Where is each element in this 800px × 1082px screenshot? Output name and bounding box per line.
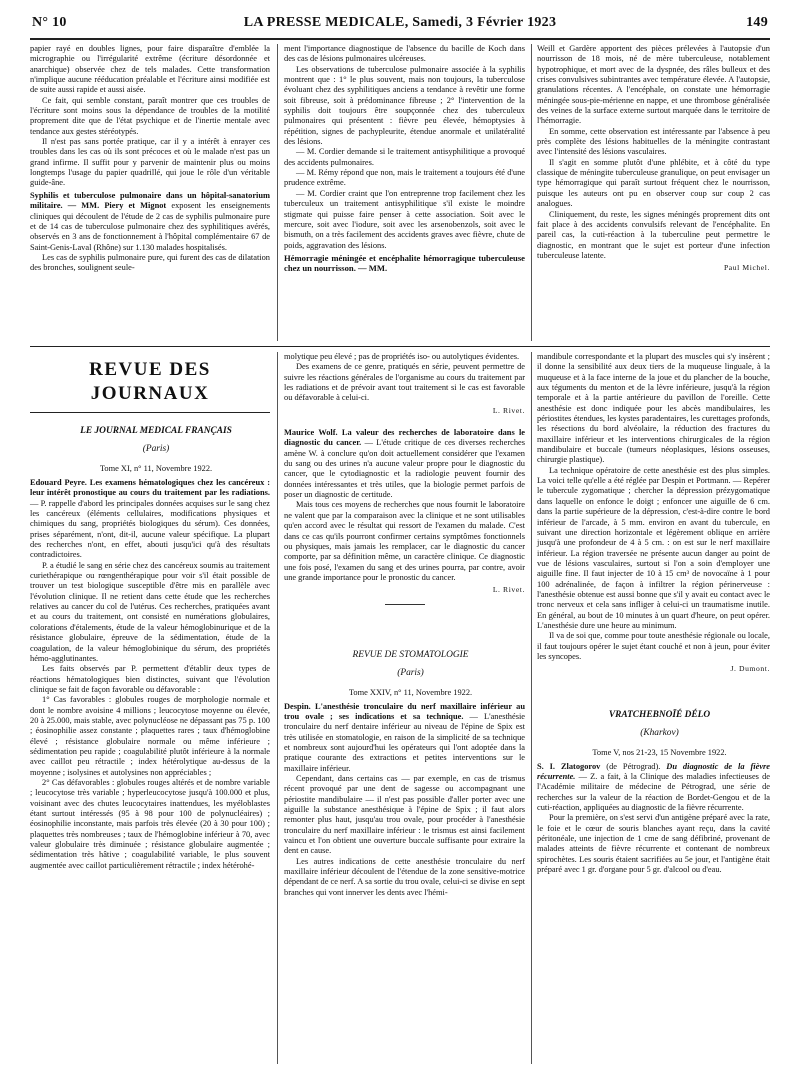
article-heading: Syphilis et tuberculose pulmonaire dans un hôpital-sanatorium militaire. — MM. Piery et Mignot (30, 190, 270, 211)
paragraph: ment l'importance diagnostique de l'absence du bacille de Koch dans des cas de lésions pulmonaires ulcéreuses. (284, 44, 525, 64)
paragraph: Cependant, dans certains cas — par exemple, en cas de trismus récent provoqué par une dent de sagesse ou accompagnant une périostite mandibulaire — il n'est pas possible d'aller porter avec une aiguille la substance anesthésique à l'épine de Spix ; il faut alors remonter plus haut, jusqu'au trou ovale, pour procéder à l'anesthésie tronculaire du nerf maxillaire inférieur : le trismus est ainsi facilement vaincu et l'on obtient une ouverture buccale suffisante pour extraire la dent en cause. (284, 773, 525, 856)
bottom-column-2 (284, 352, 525, 898)
paragraph (284, 428, 525, 500)
paragraph: Les faits observés par P. permettent d'établir deux types de réactions hématologiques bien distinctes, suivant que l'évolution clinique se fait de façon favorable ou défavorable : (30, 664, 270, 694)
author-signature: Paul Michel. (723, 263, 770, 273)
author-signature: J. Dumont. (730, 664, 770, 674)
paragraph: Les autres indications de cette anesthésie tronculaire du nerf maxillaire inférieur découlent de l'étendue de la zone sensitive-motrice dépendant de ce nerf. A sa sortie du trou ovale, celui-ci se divise en sept branches qui vont innerver les dents avec l'hémi- (284, 856, 525, 897)
paragraph-text: — P. rappelle d'abord les principales données acquises sur le sang chez les cancéreux (éléments cellulaires, modifications physiques et chimiques du sang, propriétés biologiques du sérum). Ces données, prises séparément, n'ont, dit-il, aucune valeur spécifique. La plupart des recherches n'ont, en effet, abouti jusqu'ici qu'à des résultats contradictoires. (30, 498, 270, 560)
paragraph: Des examens de ce genre, pratiqués en série, peuvent permettre de suivre les réactions générales de l'organisme au cours du traitement par les radiations et de prévoir avant tout traitement si le cas est favorable ou défavorable à celui-ci. (284, 362, 525, 403)
paragraph: molytique peu élevé ; pas de propriétés iso- ou autolytiques évidentes. (284, 352, 520, 361)
journal-issue: Tome V, nos 21-23, 15 Novembre 1922. (592, 747, 727, 757)
paragraph: — M. Cordier craint que l'on entreprenne trop facilement chez les tuberculeux un traitement antisyphilitique s'il existe le moindre stigmate qui puisse faire penser à cette association. Soit avec le mercure, soit avec l'iodure, soit avec les arsenobenzols, soit avec le bismuth, on a très facilement des accidents graves avec fièvre, chute de poids, aggravation des lésions. (284, 188, 525, 250)
article-heading-city: (de Pétrograd). (606, 761, 661, 771)
header-rule (30, 38, 770, 40)
paragraph (537, 762, 770, 814)
paragraph-text: exposent les enseignements cliniques qui découlent de l'étude de 2 cas de syphilis pulmonaire pure et de 14 cas de tuberculose pulmonaire chez des syphilitiques avérés, observés en 3 ans de fonctionnement à l'hôpital complémentaire 67 de Saint-Genis-Laval (Rhône) sur 1.130 malades hospitalisés. (30, 201, 271, 252)
journal-issue: Tome XXIV, n° 11, Novembre 1922. (348, 687, 473, 697)
author-signature: L. Rivet. (492, 585, 525, 595)
paragraph-text: — Z. a fait, à la Clinique des maladies infectieuses de l'Académie militaire de médecine de Pétrograd, une série de recherches sur la valeur de la réaction de Bordet-Gengou et de la cuti-réaction, appliquées au diagnostic de la fièvre récurrente. (537, 772, 771, 813)
paragraph: Les cas de syphilis pulmonaire pure, qui furent des cas de dilatation des bronches, soulignent seule- (30, 252, 270, 273)
page-number: 149 (746, 15, 768, 30)
paragraph: Mais tous ces moyens de recherches que nous fournit le laboratoire ne valent que par la comparaison avec la clinique et ne sont utilisables qu'en accord avec le résultat qui ressort de l'examen du malade. C'est dans ce cas qu'ils pourront confirmer certains symptômes fonctionnels ou physiques, mais jamais les remplacer, car le diagnostic du cancer comporte, par sa définition même, un caractère clinique. Ce diagnostic une fois posé, l'examen du sang et des urines pourra, par contre, avoir une grande importance pour le pronostic du cancer. (284, 500, 525, 582)
issue-number: N° 10 (32, 15, 67, 30)
section-rule (30, 346, 770, 347)
article-heading-title: Du diagnostic de la fièvre récurrente. (537, 761, 771, 781)
paragraph: 1° Cas favorables : globules rouges de morphologie normale et dont le nombre avoisine 4 millions ; leucocytose moyenne ou élevée, 20 à 25.000, mais stable, avec polynucléose ne dépassant pas 75 p. 100 ; éosinophilie assez constante ; plaquettes rares ; taux d'hémoglobine élevé ; résistance globulaire normale ou même inférieure ; sédimentation peu rapide ; coagulabilité plutôt inférieure à la normale avec caillot peu rétractile ; index hétérolytique au-dessus de la moyenne ; isolysines et autolysines non appréciables ; (30, 695, 270, 777)
column-divider (531, 352, 532, 1064)
paragraph: Il n'est pas sans portée pratique, car il y a intérêt à enrayer ces troubles dans les cas où ils sont précoces et où le malade n'est pas un grand infirme. Il suffit pour y parvenir de maintenir plus ou moins longtemps l'usage du papier quadrillé, qui joue le rôle d'un véritable guide-âne. (30, 137, 270, 188)
article-heading: Despin. L'anesthésie tronculaire du nerf maxillaire inférieur au trou ovale ; ses indications et sa technique. (284, 701, 525, 721)
paragraph-text: — L'anesthésie tronculaire du nerf dentaire inférieur au niveau de l'épine de Spix est très utilisée en stomatologie, en raison de la simplicité de sa technique et nombreux sont aujourd'hui les opérateurs qui l'ont adoptée dans la pratique courante des extractions et petites interventions sur le maxillaire inférieur. (284, 711, 525, 773)
paragraph (30, 478, 270, 561)
section-title: REVUE DES JOURNAUX (89, 359, 211, 404)
paragraph: papier rayé en doubles lignes, pour faire disparaître d'emblée la micrographie ou l'irrégularité extrême (écriture désordonnée et anarchique) observée chez de tels malades. Cette transformation n'implique aucune rééducation préalable et l'écriture ainsi modifiée est de suite aussi rapide et aussi aisée. (30, 44, 270, 95)
journal-name: LE JOURNAL MEDICAL FRANÇAIS (80, 426, 232, 436)
bottom-column-1 (30, 352, 270, 871)
paragraph (284, 702, 525, 774)
top-column-2 (284, 44, 525, 273)
column-divider (277, 44, 278, 341)
page-header (30, 12, 770, 40)
author-signature: L. Rivet. (492, 405, 525, 415)
paragraph: 2° Cas défavorables : globules rouges altérés et de nombre variable ; leucocytose très variable ; hyperleucocytose jusqu'à 100.000 et plus, voisinant avec des chutes leucocytaires inattendues, les myéloblastes étant surtout intéressés (95 à 98 pour 100 de polynucléaires) ; éosinophilie inconstante, mais parfois très élevée (20 à 30 pour 100) ; plaquettes très nombreuses ; taux de l'hémoglobine inférieur à 70, avec valeur globulaire très diminuée ; résistance globulaire augmentée ; sédimentation très hâtive ; coagulabilité variable, le plus souvent augmentée avec caillot particulièrement rétractile ; index hétérohé- (30, 777, 270, 870)
paragraph-text: — L'étude critique de ces diverses recherches amène W. à conclure qu'on doit actuellement considérer que l'examen du sang ou des urines n'a aucune valeur propre pour le diagnostic du cancer, que le cytodiagnostic et la radiologie peuvent fournir des données intéressantes et très utiles, que la biologie permet parfois de poser un diagnostic de certitude. (284, 438, 526, 500)
article-heading: Hémorragie méningée et encéphalite hémorragique tuberculeuse chez un nourrisson. — MM. (284, 252, 525, 274)
article-heading: Maurice Wolf. La valeur des recherches de laboratoire dans le diagnostic du cancer. (284, 428, 525, 448)
top-column-1 (30, 44, 270, 274)
paragraph: La technique opératoire de cette anesthésie est des plus simples. La voici telle qu'elle a été réglée par Despin et Portmann. — Repérer le tubercule zygomatique ; chercher la dépression prézygomatique dans laquelle on enfonce le doigt ; enfoncer une aiguille de 6 cm. dans la partie supérieure de la dépression, c'est-à-dire contre le bord inférieur de l'arcade, à 5 mm. environ en avant du tubercule, en suivant une direction horizontale et légèrement oblique en arrière jusqu'à une profondeur de 4 à 5 cm. : on est sur le nerf maxillaire inférieur. La région traversée ne présente aucun danger au point de vue de lésions vasculaires, surtout si l'on a soin d'employer une aiguille fine. Il faut injecter de 10 à 15 cm³ de novocaïne à 1 pour 100 adrénalinée, de façon à infiltrer la région périnerveuse : l'anesthésie obtenue est aussi bonne que s'il y avait eu contact avec le tronc nerveux et cela sans infliger à celui-ci un traumatisme inutile. En général, au bout de 10 minutes à un quart d'heure, on peut opérer. L'anesthésie dure une heure au minimum. (537, 465, 770, 630)
paragraph: mandibule correspondante et la plupart des muscles qui s'y insèrent ; il donne la sensibilité aux deux tiers de la muqueuse linguale, à la muqueuse et à la face interne de la joue et du plancher de la bouche, aux téguments du menton et de la lèvre inférieure, jusqu'à la région temporale et à la partie antérieure du pavillon de l'oreille. Cette anesthésie est donc indiquée pour les abcès mandibulaires, les périostites étendues, les kystes paradentaires, les curettages profonds, les résections du bord alvéolaire, la réduction des fractures du maxillaire inférieur et les interventions chirurgicales de la région mandibulaire et buccale (tumeurs néoplasiques, lésions osseuses, chirurgie plastique). (537, 352, 770, 465)
paragraph: En somme, cette observation est intéressante par l'absence à peu près complète des lésions habituelles de la méningite contrastant avec l'intensité des lésions vasculaires. (537, 126, 770, 157)
paragraph: Ce fait, qui semble constant, paraît montrer que ces troubles de l'écriture sont moins sous la dépendance de troubles de la motilité proprement dite que de l'état psychique et de l'inertie mentale avec tendance aux gestes stéréotypés. (30, 95, 270, 136)
column-divider (277, 352, 278, 1064)
paragraph: Pour la première, on s'est servi d'un antigène préparé avec la rate, le foie et le cœur de souris blanches ayant reçu, dans la cavité péritonéale, une injection de 1 cme de sang défibriné, provenant de malades atteints de fièvre récurrente et contenant de nombreux spirochètes. Les souris étaient sacrifiées au 5e jour, et l'antigène était préparé avec 1 gr. d'organe pour 5 gr. d'alcool ou d'eau. (537, 813, 770, 875)
paragraph: Il va de soi que, comme pour toute anesthésie régionale ou locale, il faut toujours opérer le sujet étant couché et non à jeun, pour éviter les syncopes. (537, 631, 770, 661)
paragraph: Les observations de tuberculose pulmonaire associée à la syphilis montrent que : 1° le plus souvent, mais non toujours, la tuberculose évoluant chez des syphilitiques anciens a tendance à revêtir une forme soit fibreuse, soit à prédominance fibreuse ; 2° l'intervention de la syphilis doit toujours être soupçonnée chez des tuberculeux pulmonaires qui présentent : fièvre peu élevée, hémoptysies à répétition, signes de pachypleurite, étendue anormale et unilatéralité des lésions. (284, 64, 525, 147)
paragraph: Il s'agit en somme plutôt d'une phlébite, et à côté du type classique de méningite tuberculeuse granulique, on peut envisager un type hémorragique qui paraît surtout fréquent chez le nourrisson, puisque les auteurs ont pu en observer coup sur coup 2 cas analogues. (537, 157, 770, 209)
paragraph: Weill et Gardère apportent des pièces prélevées à l'autopsie d'un nourrisson de 18 mois, né de mère tuberculeuse, notablement hypotrophique, et mort avec de la dyspnée, des râles bulleux et des crises convulsives subintrantes avec température élevée. A l'autopsie, granulations récentes. A l'encéphale, on constate une hémorragie méningée sous-pie-mérienne en nappe, et une thrombose généralisée des veines de la surface externe surtout marquée dans le territoire de l'hémorragie. (537, 44, 770, 126)
journal-city: (Paris) (142, 444, 170, 454)
journal-city: (Kharkov) (640, 727, 679, 738)
paragraph: P. a étudié le sang en série chez des cancéreux soumis au traitement curiethérapique ou rœngenthérapique pour voir s'il était possible de trouver un test biologique susceptible d'être mis en parallèle avec l'évolution clinique. Il ne retient dans cette étude que les recherches relatives au cancer du col de l'utérus. Ces recherches, pratiquées avant et au cours du traitement, ont consisté en numérations globulaires, colorations d'étalements, étude de la valeur hémoglobinurique et de la résistance globulaire, épreuve de la sédimentation, étude de la coagulation, de la valeur hémoglobinique du sérum, des propriétés hémo-agglutinantes. (30, 560, 270, 663)
journal-running-title: LA PRESSE MEDICALE, Samedi, 3 Février 1923 (243, 15, 557, 30)
article-heading: Edouard Peyre. Les examens hématologiques chez les cancéreux : leur intérêt pronostique au cours du traitement par les radiations. (30, 478, 270, 498)
journal-name: VRATCHEBNOÏÉ DÉLO (608, 709, 711, 720)
paragraph (30, 191, 270, 253)
journal-issue: Tome XI, n° 11, Novembre 1922. (99, 464, 213, 473)
journal-city: (Paris) (397, 667, 424, 678)
paragraph: — M. Rémy répond que non, mais le traitement a toujours été d'une prudence extrême. (284, 168, 525, 188)
column-divider (531, 44, 532, 341)
article-heading: S. I. Zlatogorov (537, 761, 601, 771)
paragraph: — M. Cordier demande si le traitement antisyphilitique a provoqué des accidents pulmonaires. (284, 147, 525, 167)
journal-name: REVUE DE STOMATOLOGIE (352, 649, 469, 660)
bottom-column-3 (537, 352, 770, 875)
top-column-3 (537, 44, 770, 274)
paragraph: Cliniquement, du reste, les signes méningés proprement dits ont fait place à des accidents convulsifs relevant de l'encéphalite. En pareil cas, la cuti-réaction à la tuberculine peut permettre le diagnostic, en montrant que le sujet est porteur d'une infection tuberculeuse latente. (537, 209, 770, 260)
